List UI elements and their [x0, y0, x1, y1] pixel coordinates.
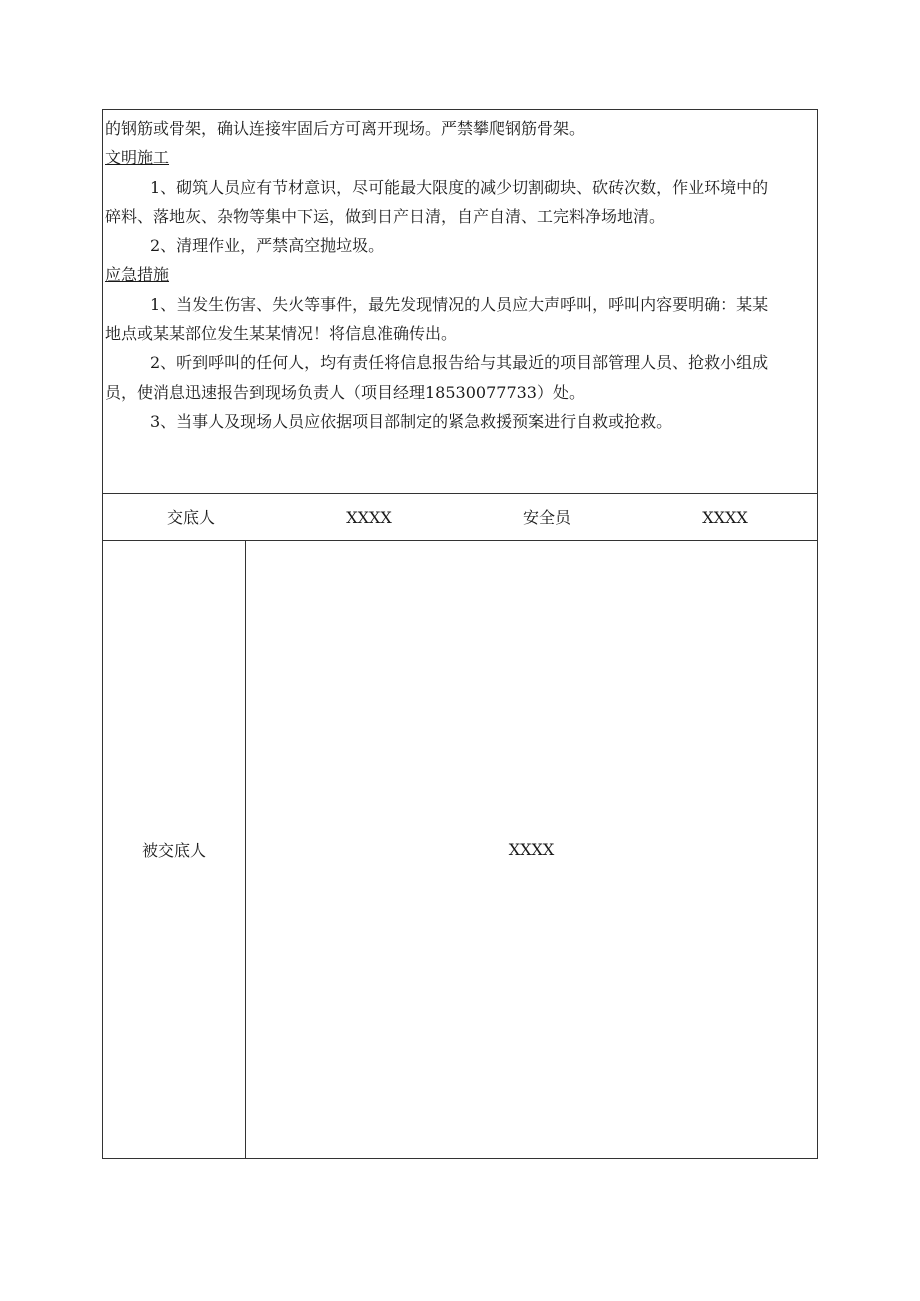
content-line-8: 地点或某某部位发生某某情况！将信息准确传出。 — [105, 324, 458, 344]
section-heading-civilized-construction: 文明施工 — [105, 148, 170, 168]
safety-officer-label: 安全员 — [522, 508, 571, 527]
recipients-row — [103, 541, 817, 1158]
safety-officer-value: XXXX — [702, 508, 748, 527]
content-line-9: 2、听到呼叫的任何人，均有责任将信息报告给与其最近的项目部管理人员、抢救小组成 — [150, 353, 769, 373]
briefing-table — [102, 109, 818, 1159]
presenter-label: 交底人 — [166, 508, 215, 527]
section-heading-emergency-measures: 应急措施 — [105, 265, 170, 285]
content-line-10: 员，使消息迅速报告到现场负责人（项目经理18530077733）处。 — [105, 382, 585, 402]
recipients-value: XXXX — [508, 840, 555, 859]
content-line-1: 的钢筋或骨架，确认连接牢固后方可离开现场。严禁攀爬钢筋骨架。 — [105, 119, 586, 138]
content-line-7: 1、当发生伤害、失火等事件，最先发现情况的人员应大声呼叫，呼叫内容要明确：某某 — [150, 294, 769, 314]
content-line-11: 3、当事人及现场人员应依据项目部制定的紧急救援预案进行自救或抢救。 — [150, 411, 673, 431]
content-line-3: 1、砌筑人员应有节材意识，尽可能最大限度的减少切割砌块、砍砖次数，作业环境中的 — [150, 177, 769, 197]
content-line-5: 2、清理作业，严禁高空抛垃圾。 — [150, 236, 385, 256]
signature-row — [103, 494, 817, 541]
briefing-content — [103, 110, 817, 494]
content-line-4: 碎料、落地灰、杂物等集中下运，做到日产日清，自产自清、工完料净场地清。 — [105, 206, 666, 226]
presenter-value: XXXX — [346, 508, 392, 527]
recipients-label: 被交底人 — [103, 541, 246, 1158]
